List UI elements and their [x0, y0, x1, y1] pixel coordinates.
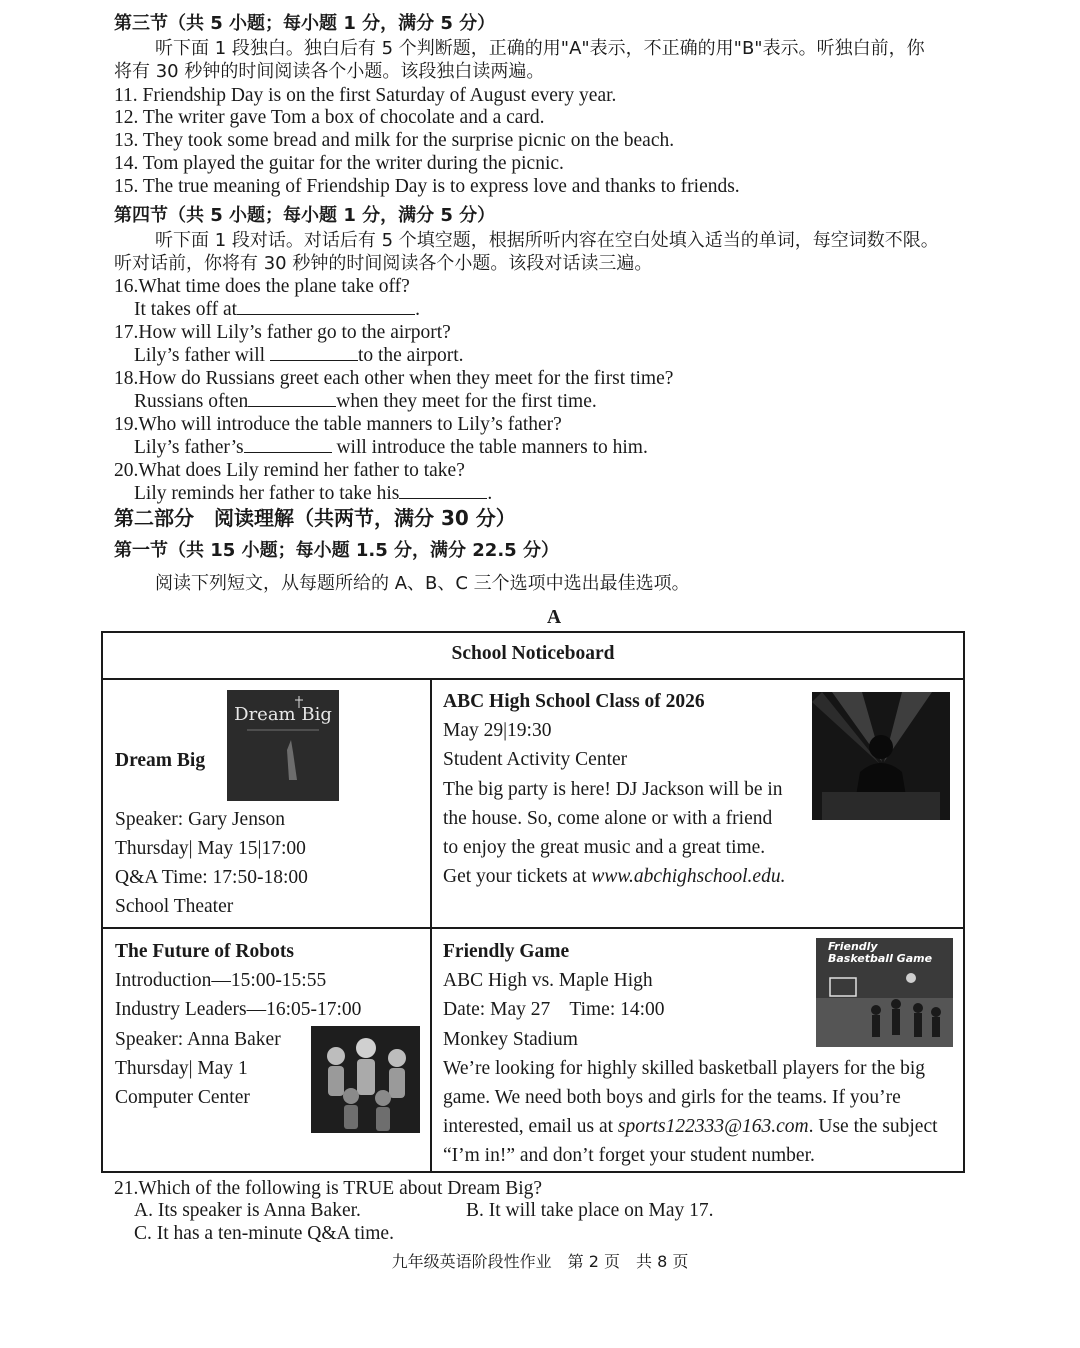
- question-19: 19.Who will introduce the table manners to Lily’s father?: [114, 414, 562, 435]
- answer-blank[interactable]: [270, 344, 358, 361]
- game-place: Monkey Stadium: [443, 1029, 578, 1050]
- basketball-poster-line2: Basketball Game: [828, 952, 933, 965]
- answer-19: [134, 436, 648, 459]
- game-text: We’re looking for highly skilled basketball players for the big: [443, 1058, 926, 1079]
- answer-20-text: Lily reminds her father to take his: [134, 483, 400, 504]
- question-15: 15. The true meaning of Friendship Day is to express love and thanks to friends.: [114, 176, 740, 197]
- robots-photo: [311, 1026, 420, 1133]
- section4-instruction-cont: 听对话前，你将有 30 秒钟的时间阅读各个小题。该段对话读三遍。: [114, 253, 653, 274]
- abc-party-text: to enjoy the great music and a great time.: [443, 837, 766, 858]
- game-text: “I’m in!” and don’t forget your student number.: [443, 1145, 815, 1166]
- abc-party-place: Student Activity Center: [443, 749, 628, 770]
- dream-big-poster-art: [227, 690, 339, 801]
- option-b[interactable]: B. It will take place on May 17.: [466, 1200, 714, 1221]
- dj-concert-photo: [812, 692, 950, 820]
- basketball-poster-line1: Friendly: [828, 940, 878, 953]
- robots-place: Computer Center: [115, 1087, 250, 1108]
- answer-blank[interactable]: [244, 436, 332, 453]
- robots-photo-art: [311, 1026, 420, 1133]
- option-c[interactable]: C. It has a ten-minute Q&A time.: [134, 1223, 394, 1244]
- answer-17-end: to the airport.: [357, 345, 464, 366]
- question-21: 21.Which of the following is TRUE about Dream Big?: [114, 1178, 543, 1199]
- divider: [430, 678, 432, 1171]
- answer-blank[interactable]: [248, 390, 336, 407]
- answer-17-text: Lily’s father will: [134, 345, 270, 366]
- abc-party-text: the house. So, come alone or with a friend: [443, 808, 773, 829]
- game-text: game. We need both boys and girls for the teams. If you’re: [443, 1087, 901, 1108]
- dream-big-title: Dream Big: [115, 750, 206, 771]
- answer-18: [134, 390, 597, 413]
- game-email[interactable]: sports122333@163.com: [617, 1116, 809, 1137]
- section3-instruction-cont: 将有 30 秒钟的时间阅读各个小题。该段独白读两遍。: [114, 61, 545, 82]
- game-teams: ABC High vs. Maple High: [443, 970, 653, 991]
- dream-big-poster-title: Dream Big: [234, 704, 332, 725]
- abc-party-tickets-label: Get your tickets at: [443, 866, 592, 887]
- part2-section1-heading: 第一节（共 15 小题；每小题 1.5 分，满分 22.5 分）: [114, 540, 559, 561]
- answer-18-end: when they meet for the first time.: [336, 391, 597, 412]
- answer-blank[interactable]: [399, 482, 487, 499]
- question-16: 16.What time does the plane take off?: [114, 276, 410, 297]
- option-a[interactable]: A. Its speaker is Anna Baker.: [134, 1200, 361, 1221]
- basketball-poster-art: [816, 938, 953, 1047]
- answer-16: [134, 298, 420, 321]
- answer-17: [134, 344, 464, 367]
- dream-big-place: School Theater: [115, 896, 234, 917]
- robots-date: Thursday| May 1: [115, 1058, 248, 1079]
- question-12: 12. The writer gave Tom a box of chocolate and a card.: [114, 107, 545, 128]
- dream-big-date: Thursday| May 15|17:00: [115, 838, 306, 859]
- robots-speaker: Speaker: Anna Baker: [115, 1029, 281, 1050]
- question-14: 14. Tom played the guitar for the writer during the picnic.: [114, 153, 564, 174]
- game-datetime: Date: May 27 Time: 14:00: [443, 999, 665, 1020]
- dream-big-speaker: Speaker: Gary Jenson: [115, 809, 286, 830]
- passage-label: A: [547, 607, 562, 628]
- question-13: 13. They took some bread and milk for the surprise picnic on the beach.: [114, 130, 675, 151]
- divider: [103, 678, 963, 680]
- answer-16-end: .: [415, 299, 420, 320]
- section3-instruction: 听下面 1 段独白。独白后有 5 个判断题，正确的用"A"表示，不正确的用"B"表示。听独白前，你: [155, 38, 925, 59]
- abc-party-tickets: [443, 862, 785, 891]
- divider: [103, 927, 963, 929]
- answer-18-text: Russians often: [134, 391, 249, 412]
- dream-big-poster: [227, 690, 339, 801]
- game-contact-label: interested, email us at: [443, 1116, 618, 1137]
- question-18: 18.How do Russians greet each other when they meet for the first time?: [114, 368, 674, 389]
- page-footer: 九年级英语阶段性作业 第 2 页 共 8 页: [391, 1252, 689, 1271]
- answer-16-text: It takes off at: [134, 299, 238, 320]
- part2-instruction: 阅读下列短文，从每题所给的 A、B、C 三个选项中选出最佳选项。: [155, 573, 690, 594]
- dream-big-qa: Q&A Time: 17:50-18:00: [115, 867, 308, 888]
- answer-19-end: will introduce the table manners to him.: [331, 437, 648, 458]
- robots-leaders: Industry Leaders—16:05-17:00: [115, 999, 362, 1020]
- dj-concert-photo-art: [812, 692, 950, 820]
- noticeboard-title: School Noticeboard: [451, 643, 615, 664]
- question-11: 11. Friendship Day is on the first Saturday of August every year.: [114, 85, 617, 106]
- answer-20: [134, 482, 492, 505]
- school-noticeboard: [101, 631, 965, 1173]
- robots-title: The Future of Robots: [115, 941, 294, 962]
- question-20: 20.What does Lily remind her father to take?: [114, 460, 465, 481]
- robots-intro: Introduction—15:00-15:55: [115, 970, 327, 991]
- abc-party-date: May 29|19:30: [443, 720, 552, 741]
- answer-19-text: Lily’s father’s: [134, 437, 244, 458]
- basketball-poster: [816, 938, 953, 1047]
- section3-heading: 第三节（共 5 小题；每小题 1 分，满分 5 分）: [114, 13, 496, 34]
- game-contact-end: . Use the subject: [808, 1116, 938, 1137]
- answer-blank[interactable]: [237, 298, 415, 315]
- section4-heading: 第四节（共 5 小题；每小题 1 分，满分 5 分）: [114, 205, 496, 226]
- part2-heading: 第二部分 阅读理解（共两节，满分 30 分）: [114, 506, 516, 530]
- section4-instruction: 听下面 1 段对话。对话后有 5 个填空题，根据所听内容在空白处填入适当的单词，每空词数不限。: [155, 230, 939, 251]
- question-17: 17.How will Lily’s father go to the airport?: [114, 322, 451, 343]
- game-title: Friendly Game: [443, 941, 570, 962]
- game-contact: [443, 1112, 938, 1141]
- abc-party-title: ABC High School Class of 2026: [443, 691, 705, 712]
- answer-20-end: .: [487, 483, 493, 504]
- abc-party-url[interactable]: www.abchighschool.edu.: [591, 866, 786, 887]
- abc-party-text: The big party is here! DJ Jackson will be in: [443, 779, 783, 800]
